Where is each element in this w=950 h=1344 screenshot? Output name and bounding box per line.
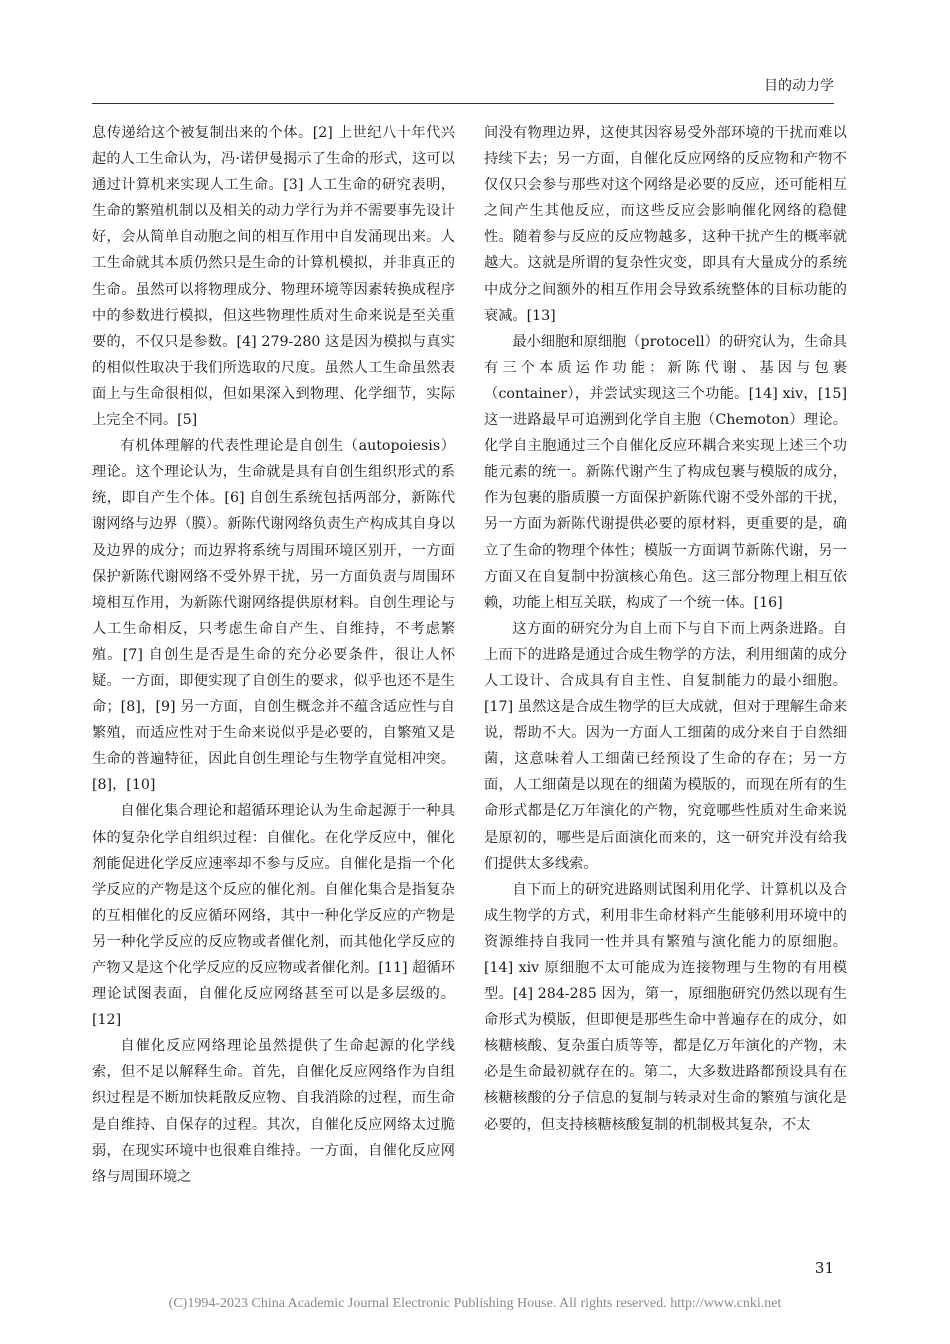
left-column [92, 120, 455, 1190]
right-column [484, 120, 847, 1138]
paragraph: 自下而上的研究进路则试图利用化学、计算机以及合成生物学的方式，利用非生命材料产生能够利用环境中的资源维持自我同一性并具有繁殖与演化能力的原细胞。[14] xiv 原细胞不太可能成为连接物理与生物的有用模型。[4] 284-285 因为，第一，原细胞研究仍然以现有生命形式为模版，但即便是那些生命中普遍存在的成分，如核糖核酸、复杂蛋白质等等，都是亿万年演化的产物，未必是生命最初就存在的。第二，大多数进路都预设具有在核糖核酸的分子信息的复制与转录对生命的繁殖与演化是必要的，但支持核糖核酸复制的机制极其复杂，不太 [484, 881, 847, 1133]
header-rule [92, 103, 834, 104]
paragraph: 最小细胞和原细胞（protocell）的研究认为，生命具有三个本质运作功能：新陈代谢、基因与包裹（container），并尝试实现这三个功能。[14] xiv，[15] 这一进路最早可追溯到化学自主胞（Chemoton）理论。化学自主胞通过三个自催化反应环耦合来实现上述三个功能元素的统一。新陈代谢产生了构成包裹与模版的成分，作为包裹的脂质膜一方面保护新陈代谢不受外部的干扰，另一方面为新陈代谢提供必要的原材料，更重要的是，确立了生命的物理个体性；模版一方面调节新陈代谢，另一方面又在自复制中扮演核心角色。这三部分物理上相互依赖，功能上相互关联，构成了一个统一体。[16] [484, 333, 847, 611]
paragraph: 这方面的研究分为自上而下与自下而上两条进路。自上而下的进路是通过合成生物学的方法，利用细菌的成分人工设计、合成具有自主性、自复制能力的最小细胞。[17] 虽然这是合成生物学的巨大成就，但对于理解生命来说，帮助不大。因为一方面人工细菌的成分来自于自然细菌，这意味着人工细菌已经预设了生命的存在；另一方面，人工细菌是以现在的细菌为模版的，而现在所有的生命形式都是亿万年演化的产物，究竟哪些性质对生命来说是原初的，哪些是后面演化而来的，这一研究并没有给我们提供太多线索。 [484, 620, 847, 872]
page-number: 31 [814, 1259, 834, 1277]
paragraph: 有机体理解的代表性理论是自创生（autopoiesis）理论。这个理论认为，生命就是具有自创生组织形式的系统，即自产生个体。[6] 自创生系统包括两部分，新陈代谢网络与边界（膜）。新陈代谢网络负责生产构成其自身以及边界的成分；而边界将系统与周围环境区别开，一方面保护新陈代谢网络不受外界干扰，另一方面负责与周围环境相互作用，为新陈代谢网络提供原材料。自创生理论与人工生命相反，只考虑生命自产生、自维持，不考虑繁殖。[7] 自创生是否是生命的充分必要条件，很让人怀疑。一方面，即便实现了自创生的要求，似乎也还不是生命；[8]，[9] 另一方面，自创生概念并不蕴含适应性与自繁殖，而适应性对于生命来说似乎是必要的，自繁殖又是生命的普遍特征，因此自创生理论与生物学直觉相冲突。[8]，[10] [92, 438, 455, 794]
running-header: 目的动力学 [764, 78, 834, 94]
paragraph: 自催化集合理论和超循环理论认为生命起源于一种具体的复杂化学自组织过程：自催化。在化学反应中，催化剂能促进化学反应速率却不参与反应。自催化是指一个化学反应的产物是这个反应的催化剂。自催化集合是指复杂的互相催化的反应循环网络，其中一种化学反应的产物是另一种化学反应的反应物或者催化剂，而其他化学反应的产物又是这个化学反应的反应物或者催化剂。[11] 超循环理论试图表面，自催化反应网络甚至可以是多层级的。[12] [92, 803, 455, 1029]
copyright-footer: (C)1994-2023 China Academic Journal Electronic Publishing House. All rights reserved. http://www.cnki.net [168, 1296, 782, 1311]
paragraph: 自催化反应网络理论虽然提供了生命起源的化学线索，但不足以解释生命。首先，自催化反应网络作为自组织过程是不断加快耗散反应物、自我消除的过程，而生命是自维持、自保存的过程。其次，自催化反应网络太过脆弱，在现实环境中也很难自维持。一方面，自催化反应网络与周围环境之 [92, 1038, 455, 1185]
paragraph: 间没有物理边界，这使其因容易受外部环境的干扰而难以持续下去；另一方面，自催化反应网络的反应物和产物不仅仅只会参与那些对这个网络是必要的反应，还可能相互之间产生其他反应，而这些反应会影响催化网络的稳健性。随着参与反应的反应物越多，这种干扰产生的概率就越大。这就是所谓的复杂性灾变，即具有大量成分的系统中成分之间额外的相互作用会导致系统整体的目标功能的衰减。[13] [484, 125, 847, 324]
paragraph: 息传递给这个被复制出来的个体。[2] 上世纪八十年代兴起的人工生命认为，冯·诺伊曼揭示了生命的形式，这可以通过计算机来实现人工生命。[3] 人工生命的研究表明，生命的繁殖机制以及相关的动力学行为并不需要事先设计好，会从简单自动胞之间的相互作用中自发涌现出来。人工生命就其本质仍然只是生命的计算机模拟，并非真正的生命。虽然可以将物理成分、物理环境等因素转换成程序中的参数进行模拟，但这些物理性质对生命来说是至关重要的，不仅只是参数。[4] 279-280 这是因为模拟与真实的相似性取决于我们所选取的尺度。虽然人工生命虽然表面上与生命很相似，但如果深入到物理、化学细节，实际上完全不同。[5] [92, 125, 455, 429]
